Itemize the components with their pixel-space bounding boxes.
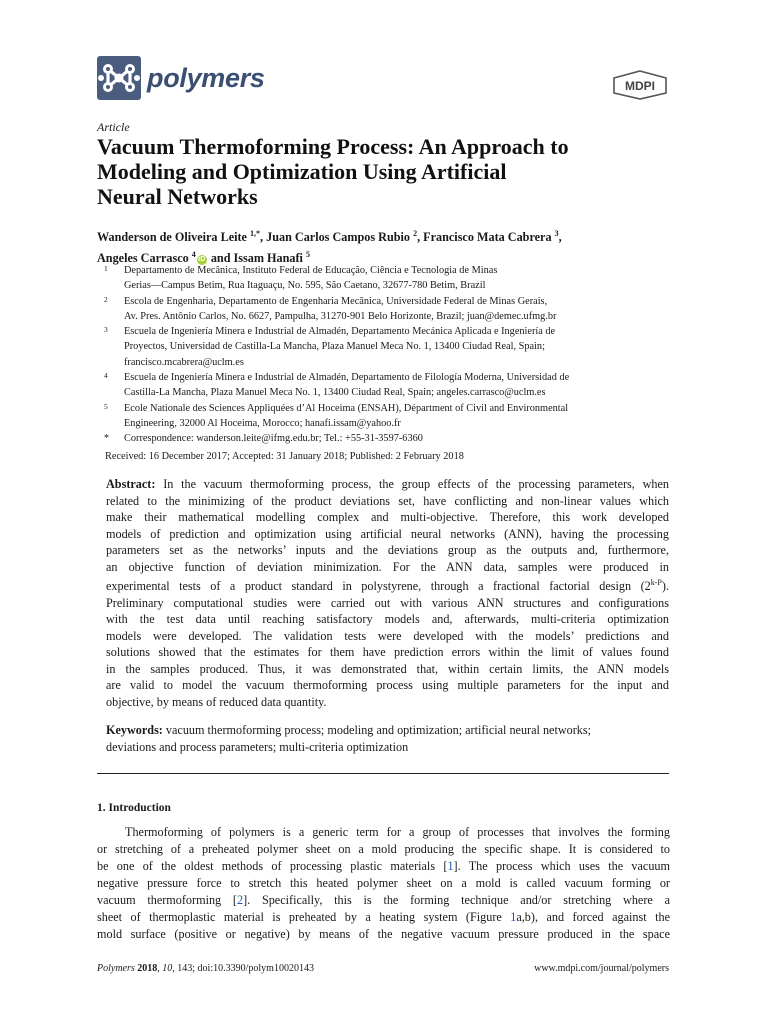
abstract-line: in the samples produced. Thus, it was demonstrated that, within certain limits, the ANN models: [106, 661, 669, 676]
abstract-line: parameters set as the networks’ inputs and the deviations group as the outputs and, furthermore,: [106, 543, 669, 557]
introduction-body: [97, 824, 670, 943]
body-line: [97, 892, 670, 909]
affiliation-item: [104, 294, 674, 325]
keywords-label: Keywords:: [106, 723, 163, 737]
abstract-superscript: k-P: [650, 578, 662, 587]
affiliation-email[interactable]: francisco.mcabrera@uclm.es: [124, 356, 244, 368]
page-title: [97, 134, 657, 209]
author-name[interactable]: Wanderson de Oliveira Leite: [97, 230, 247, 245]
section-heading: 1. Introduction: [97, 802, 171, 814]
affiliation-line: Gerias—Campus Betim, Rua Itaguaçu, No. 595, São Caetano, 32677-780 Betim, Brazil: [124, 280, 486, 292]
author-list: Wanderson de Oliveira Leite $^{1,*}$, Juan Carlos Campos Rubio $^2$, Francisco Mata Cabrera $^3$, Angeles Carrasco $^4$iD and Issam Hanafi $^5$: [97, 229, 562, 266]
affiliation-line: Proyectos, Universidad de Castilla-La Mancha, Plaza Manuel Meca No. 1, 13400 Ciudad Real, Spain;: [124, 341, 545, 353]
abstract-line: Preliminary computational studies were carried out with various ANN structures and configurations: [106, 595, 669, 610]
footer-citation: Polymers 2018, 10, 143; doi:10.3390/polym10020143: [97, 963, 314, 974]
abstract-text: experimental tests of a product standard in polystyrene, through a fractional factorial design (2: [106, 579, 651, 594]
affiliation-line[interactable]: Av. Pres. Antônio Carlos, No. 6627, Pampulha, 31270-901 Belo Horizonte, Brazil; juan@demec.ufmg.br: [124, 310, 557, 322]
author-affil-mark: 4: [191, 250, 196, 260]
author-name[interactable]: Issam Hanafi: [233, 251, 303, 266]
abstract-line: make their mathematical modelling complex and multi-objective. Therefore, this work developed: [106, 510, 669, 524]
footer-year: 2018: [137, 963, 158, 974]
author-name[interactable]: Francisco Mata Cabrera: [423, 230, 552, 245]
section-divider: [97, 773, 669, 774]
footer-volume: 10: [162, 963, 173, 974]
affiliation-item: [104, 324, 674, 370]
affiliation-line: Escuela de Ingeniería Minera e Industrial de Almadén, Departamento de Filología Moderna, Universidad de: [124, 372, 570, 384]
abstract-line: models were developed. The validation tests were developed with the models’ predictions and: [106, 628, 669, 643]
abstract-line: are valid to model the vacuum thermoforming process using multiple parameters for the input and: [106, 678, 669, 693]
keywords-text: vacuum thermoforming process; modeling and optimization; artificial neural networks;: [165, 723, 592, 737]
keywords-line: deviations and process parameters; multi-criteria optimization: [106, 739, 409, 754]
correspondence-text[interactable]: Correspondence: wanderson.leite@ifmg.edu.br; Tel.: +55-31-3597-6360: [124, 433, 423, 445]
affiliation-line[interactable]: Castilla-La Mancha, Plaza Manuel Meca No. 1, 13400 Ciudad Real, Spain; angeles.carrasco@uclm.es: [124, 387, 546, 399]
affiliation-line: Departamento de Mecânica, Instituto Federal de Educação, Ciência e Tecnologia de Minas: [124, 265, 498, 276]
affiliation-line: Escuela de Ingeniería Minera e Industrial de Almadén, Departamento Mecánica Aplicada e Ingeniería de: [124, 326, 556, 338]
author-affil-mark: 1,*: [250, 229, 261, 238]
author-affil-mark: 2: [413, 229, 418, 238]
body-text: ]. The process which uses the vacuum: [453, 859, 670, 873]
abstract-line: models of prediction and optimization using artificial neural networks (ANN), having the processing: [106, 526, 669, 541]
orcid-icon[interactable]: iD: [198, 256, 206, 264]
affiliation-number: 3: [104, 325, 108, 335]
keywords: [106, 722, 669, 755]
abstract-line: solutions showed that the estimates for them have prediction errors within the limit of values found: [106, 645, 669, 660]
body-text: vacuum thermoforming [: [97, 893, 237, 907]
abstract-line: [106, 476, 669, 493]
body-text: a,b), and forced against the: [516, 910, 670, 924]
affiliation-line[interactable]: Engineering, 32000 Al Hoceima, Morocco; hanafi.issam@yahoo.fr: [124, 417, 401, 429]
author-affil-mark: 3: [554, 229, 559, 238]
figure-link[interactable]: 1: [510, 910, 517, 924]
footer-journal: Polymers: [97, 963, 135, 974]
body-text: be one of the oldest methods of processing plastic materials [: [97, 859, 448, 873]
abstract-line: an objective function of deviation minimization. For the ANN data, samples were produced in: [106, 559, 669, 574]
body-line: Thermoforming of polymers is a generic term for a group of processes that involves the forming: [125, 825, 670, 839]
affiliation-line: Ecole Nationale des Sciences Appliquées d’Al Hoceima (ENSAH), Départment of Civil and Environmental: [124, 402, 569, 414]
body-text: sheet of thermoplastic material is preheated by a heating system (Figure: [97, 910, 511, 924]
author-name[interactable]: Juan Carlos Campos Rubio: [266, 230, 411, 245]
abstract: [106, 476, 669, 710]
correspondence-mark: *: [104, 433, 109, 445]
body-line: or stretching of a preheated polymer sheet on a mold producing the specific shape. It is considered to: [97, 842, 670, 856]
body-text: ]. Specifically, this is the forming technique and/or stretching where a: [243, 893, 670, 907]
abstract-line: with the test data until reaching satisfactory models and, afterwards, multi-criteria optimization: [106, 612, 669, 627]
journal-logo[interactable]: [97, 56, 265, 100]
title-line: Vacuum Thermoforming Process: An Approach to: [97, 134, 569, 159]
affiliation-item: [104, 263, 674, 294]
author-conjunction: and: [210, 251, 231, 266]
affiliation-number: 5: [104, 401, 108, 411]
polymer-molecule-icon: [97, 56, 141, 100]
author-affil-mark: 5: [306, 250, 310, 260]
correspondence: [104, 431, 674, 446]
abstract-text: ).: [661, 579, 669, 594]
mdpi-logo-text: MDPI: [625, 79, 655, 93]
affiliation-number: 1: [104, 264, 108, 273]
affiliation-item: [104, 370, 674, 401]
mdpi-logo[interactable]: [612, 70, 668, 100]
journal-name: polymers: [147, 62, 265, 93]
body-line: [97, 909, 670, 926]
abstract-label: Abstract:: [106, 477, 156, 491]
abstract-text: In the vacuum thermoforming process, the group effects of the processing parameters, when: [163, 477, 669, 491]
title-line: Modeling and Optimization Using Artificial: [97, 159, 507, 184]
body-line: negative pressure force to stretch this heated polymer sheet on a mold is called vacuum forming or: [97, 876, 670, 890]
article-type: Article: [97, 120, 130, 134]
footer-url[interactable]: www.mdpi.com/journal/polymers: [534, 963, 669, 974]
title-line: Neural Networks: [97, 184, 258, 209]
citation-link[interactable]: 1: [447, 859, 454, 873]
affiliation-number: 2: [104, 294, 108, 304]
publication-dates: Received: 16 December 2017; Accepted: 31 January 2018; Published: 2 February 2018: [105, 451, 464, 462]
abstract-line: objective, by means of reduced data quantity.: [106, 694, 327, 709]
body-line: [97, 858, 670, 875]
author-name[interactable]: Angeles Carrasco: [97, 251, 189, 266]
citation-link[interactable]: 2: [236, 893, 244, 907]
body-line: mold surface (positive or negative) by means of the negative vacuum pressure produced in the space: [97, 927, 670, 941]
affiliation-item: [104, 401, 674, 432]
footer-doi[interactable]: , 143; doi:10.3390/polym10020143: [172, 963, 314, 974]
affiliation-line: Escola de Engenharia, Departamento de Engenharia Mecânica, Universidade Federal de Minas Gerais,: [124, 295, 548, 307]
affiliation-number: 4: [104, 371, 108, 381]
keywords-line: [106, 722, 669, 739]
affiliation-list: [104, 263, 674, 447]
abstract-line: [106, 575, 669, 595]
abstract-line: related to the minimizing of the product deviations set, have conflicting and non-linear values which: [106, 493, 669, 508]
